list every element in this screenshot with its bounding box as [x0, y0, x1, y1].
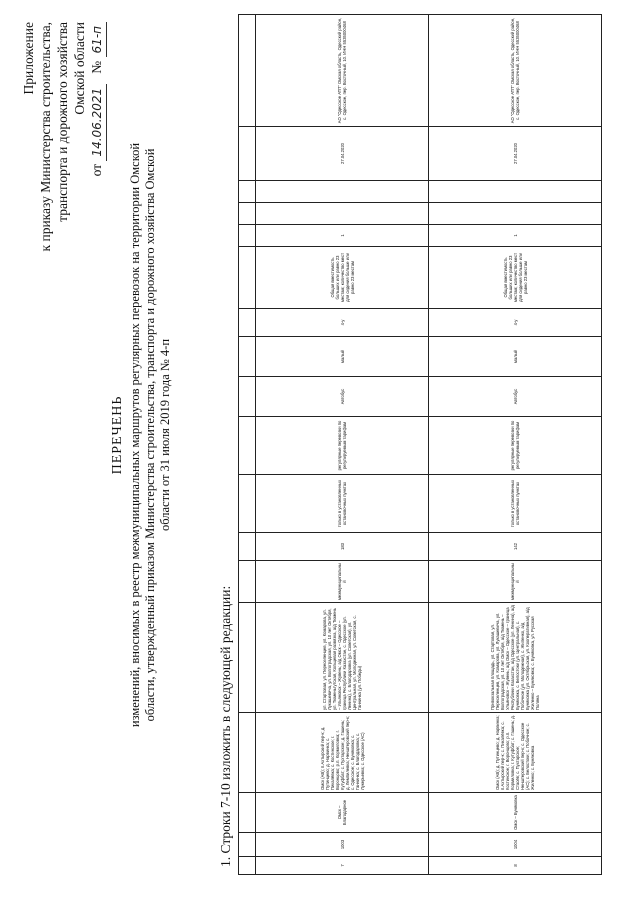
cell-count: 1 — [256, 225, 429, 247]
cell-streets: ул. Стартовая, ул. Переселенцев, ул. Комарова, ул. Лукашевича, ул. Волгоградская, ул. 10 лет Октября, ул. Тюменьгутская, Кольцевая развязка, а/д Тюмень – Ульяновск – Жувень; а/д Омск – Одесское – граница Республики Казахстан, с. Одесское (ул. Ленина), с. Благодаровка (ул. Советская), ул. Центральная, ул. Молодежная, ул. Советская, с. Ганнинка (ул. Победы) — [256, 603, 429, 713]
table-row — [429, 15, 602, 875]
cell-stop-order: только в установленных остановочных пунктах — [429, 475, 602, 533]
appendix-line-2: транспорта и дорожного хозяйства — [55, 22, 70, 222]
appendix-line-1: к приказу Министерства строительства, — [38, 22, 53, 252]
cell-route-no: 1004 — [429, 833, 602, 857]
cell-carrier: АО "Одесское АТП" Омская область, Одесский район, с. Одесское, пер. Восточный, 10. ИНН 5535000468 — [429, 15, 602, 127]
cell-capacity: Общая вместимость больших или равно 23 местам; количество мест для сидения больше или равно 23 местам — [429, 247, 602, 309]
cell-blank — [429, 181, 602, 203]
appendix-date-number — [88, 22, 107, 322]
cell-eco: 4-у — [429, 309, 602, 337]
number-prefix: № — [89, 60, 104, 74]
cell-vehicle-class: малый — [256, 337, 429, 377]
cell-capacity: Общая вместимость больших или равно 23 местам; количество мест для сидения больше или равно 23 местам — [256, 247, 429, 309]
cell-stops: Омск (АВ); д. Путинцево; д. Нарвинка; п.Ахтырский пер-к; с. Пикалёвка; с. Костинское; г. Воронцово; р.п. Кормиловка; г. Кутуфбат; с. Гашень; д. Стасёв; с. Пухтарское; Ненштеровский пер-к; с. Одесское (АС); с. Белостоки; с. Побочное; с. Жиленко; с. Буняковка — [429, 713, 602, 793]
document-title-block — [110, 115, 173, 755]
cell-blank — [256, 203, 429, 225]
cell-vehicle-type: Автобус — [256, 377, 429, 417]
cell-start-date: 27.04.2020 — [256, 127, 429, 181]
document-subtitle-1: изменений, вносимых в реестр межмуниципальных маршрутов регулярных перевозок на территории Омской — [128, 142, 142, 728]
document-heading: ПЕРЕЧЕНЬ — [110, 395, 125, 475]
route-table — [238, 14, 602, 875]
cell-route-name: Омск – Благодарное — [256, 793, 429, 833]
date-prefix: от — [89, 163, 104, 177]
cell-route-name: Омск – Буняковка — [429, 793, 602, 833]
document-subtitle-3: области от 31 июля 2019 года № 4-п — [158, 338, 172, 532]
cell-kind: межмуниципальный — [256, 561, 429, 603]
cell-blank — [256, 181, 429, 203]
cell-vehicle-class: малый — [429, 337, 602, 377]
cell-eco: 4-у — [256, 309, 429, 337]
cell-length: 142 — [429, 533, 602, 561]
cell-no: 8 — [429, 857, 602, 875]
item-instruction: 1. Строки 7-10 изложить в следующей редакции: — [218, 585, 233, 867]
document-subtitle-2: области, утвержденный приказом Министерства строительства, транспорта и дорожного хозяйства Омской — [143, 148, 157, 722]
appendix-block — [20, 22, 107, 322]
table-row — [256, 15, 429, 875]
appendix-line-3: Омской области — [72, 22, 87, 115]
cell-route-no: 1003 — [256, 833, 429, 857]
date-value: 14.06.2021 — [89, 84, 107, 161]
cell-kind: межмуниципальный — [429, 561, 602, 603]
appendix-title: Приложение — [21, 22, 36, 95]
cell-start-date: 27.04.2020 — [429, 127, 602, 181]
cell-reg-type: регулярные перевозки по регулируемым тарифам — [256, 417, 429, 475]
cell-streets: Привокзальная площадь, ул. Стартовая, ул. Переселенцев, ул. Комарова, ул. Лукашевича, ул. Волгоградская, ул. 10 лет Октября, а/д Тюмень – Ульяновск – Жувень; а/д Омск – Одесское – граница Республики Казахстан, а/д Одесское (ул. Ленина), а/д Буняковка, с. Белостоки (ул. Центральная), с. Побочное (ул. Молодежная), с. Жиленко, а/д Буняковка (ул. Октябрьская, ул. Кооперативная), а/д Жиленко – Буняковка; с. Буняковка, ул. Русская Поляна — [429, 603, 602, 713]
cell-count: 1 — [429, 225, 602, 247]
cell-stops: Омск (АВ); п.Ахтырский пер-к; д. Путинцево; д. Нарвинка; с. Пикалёвка; с. Костинское; г. Воронцово; р.п. Кормиловка; г. Кутуфбат; с. Пухтарское; д. Гашень; д. Лемпилевка; Ненштеровский пер-к; с. Одесское; с. Буняковка; с. Ганнинка; с. Благодаровка; с. Лукерьевка; с. Одесское (АС) — [256, 713, 429, 793]
cell-blank — [429, 203, 602, 225]
cell-length: 183 — [256, 533, 429, 561]
cell-no: 7 — [256, 857, 429, 875]
table-header-row — [239, 15, 256, 875]
cell-vehicle-type: Автобус — [429, 377, 602, 417]
cell-reg-type: регулярные перевозки по регулируемым тарифам — [429, 417, 602, 475]
cell-stop-order: только в установленных остановочных пунктах — [256, 475, 429, 533]
number-value: 61-п — [89, 22, 107, 57]
cell-carrier: АО "Одесское АТП" Омская область, Одесский район, с. Одесское, пер. Восточный, 10. ИНН 5535000468 — [256, 15, 429, 127]
